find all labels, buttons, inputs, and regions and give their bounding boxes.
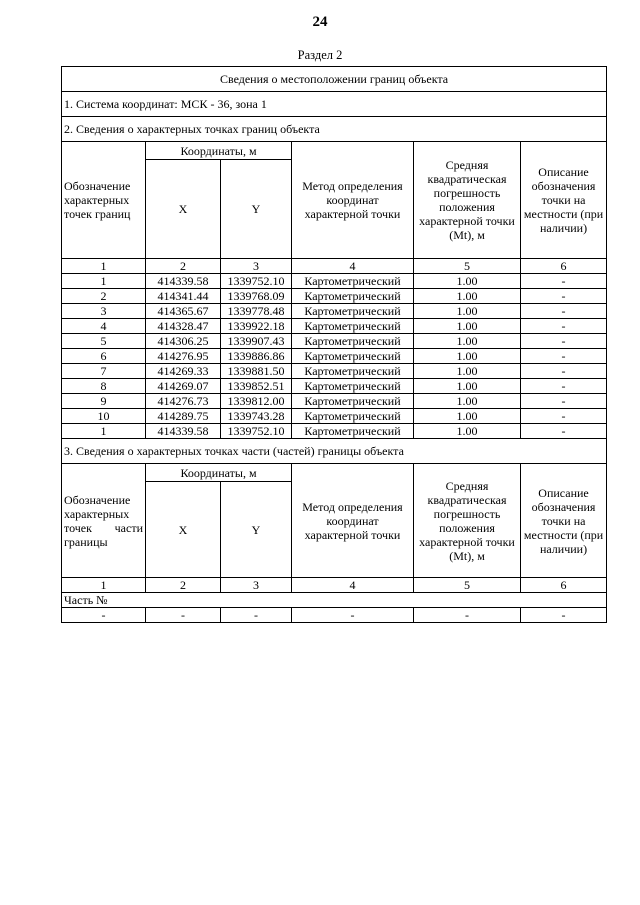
point-mt-cell: 1.00: [414, 289, 521, 304]
point-y-cell: 1339778.48: [221, 304, 292, 319]
column-number: 3: [221, 578, 292, 593]
point-x-cell: 414339.58: [146, 274, 221, 289]
parts-header-description: Описание обозначения точки на местности (при наличии): [521, 464, 607, 578]
part-empty-cell: -: [414, 608, 521, 623]
point-desc-cell: -: [521, 304, 607, 319]
header-accuracy: Средняя квадратическая погрешность положения характерной точки (Mt), м: [414, 142, 521, 259]
table-row: [62, 379, 607, 394]
point-y-cell: 1339907.43: [221, 334, 292, 349]
page-number: 24: [312, 14, 328, 30]
column-number: 4: [292, 259, 414, 274]
column-number: 4: [292, 578, 414, 593]
column-number: 5: [414, 578, 521, 593]
parts-header-point-designation: Обозначение характерных точек части границы: [62, 464, 146, 578]
parts-header-accuracy: Средняя квадратическая погрешность положения характерной точки (Mt), м: [414, 464, 521, 578]
table-title: Сведения о местоположении границ объекта: [62, 67, 607, 92]
point-method-cell: Картометрический: [292, 409, 414, 424]
point-y-cell: 1339881.50: [221, 364, 292, 379]
table-row: [62, 319, 607, 334]
table-row: [62, 364, 607, 379]
point-x-cell: 414341.44: [146, 289, 221, 304]
table-row: [62, 349, 607, 364]
header-point-designation: Обозначение характерных точек границ: [62, 142, 146, 259]
point-x-cell: 414276.95: [146, 349, 221, 364]
point-mt-cell: 1.00: [414, 304, 521, 319]
point-x-cell: 414365.67: [146, 304, 221, 319]
point-id-cell: 1: [62, 424, 146, 439]
point-y-cell: 1339752.10: [221, 274, 292, 289]
point-id-cell: 6: [62, 349, 146, 364]
point-method-cell: Картометрический: [292, 424, 414, 439]
point-x-cell: 414306.25: [146, 334, 221, 349]
section-label: Раздел 2: [297, 48, 343, 62]
point-mt-cell: 1.00: [414, 424, 521, 439]
parts-header-coordinates: Координаты, м: [146, 464, 292, 482]
point-desc-cell: -: [521, 364, 607, 379]
point-id-cell: 3: [62, 304, 146, 319]
parts-section-row: [62, 439, 607, 464]
column-number: 1: [62, 259, 146, 274]
points-section-title: 2. Сведения о характерных точках границ объекта: [62, 117, 607, 142]
table-row: [62, 289, 607, 304]
table-row: [62, 304, 607, 319]
column-number: 6: [521, 259, 607, 274]
point-mt-cell: 1.00: [414, 364, 521, 379]
table-row: [62, 334, 607, 349]
table-row: [62, 274, 607, 289]
point-x-cell: 414269.33: [146, 364, 221, 379]
parts-header-row: [62, 464, 607, 482]
point-id-cell: 7: [62, 364, 146, 379]
header-coordinates: Координаты, м: [146, 142, 292, 160]
point-mt-cell: 1.00: [414, 334, 521, 349]
table-row: [62, 409, 607, 424]
point-x-cell: 414328.47: [146, 319, 221, 334]
point-mt-cell: 1.00: [414, 409, 521, 424]
point-mt-cell: 1.00: [414, 394, 521, 409]
table-row: [62, 424, 607, 439]
point-mt-cell: 1.00: [414, 274, 521, 289]
coord-system: 1. Система координат: МСК - 36, зона 1: [62, 92, 607, 117]
point-method-cell: Картометрический: [292, 364, 414, 379]
table-row: [62, 608, 607, 623]
point-id-cell: 1: [62, 274, 146, 289]
point-mt-cell: 1.00: [414, 349, 521, 364]
point-x-cell: 414339.58: [146, 424, 221, 439]
point-method-cell: Картометрический: [292, 304, 414, 319]
point-id-cell: 4: [62, 319, 146, 334]
point-y-cell: 1339752.10: [221, 424, 292, 439]
point-y-cell: 1339768.09: [221, 289, 292, 304]
table-row: [62, 394, 607, 409]
point-method-cell: Картометрический: [292, 289, 414, 304]
column-number: 2: [146, 259, 221, 274]
header-description: Описание обозначения точки на местности (при наличии): [521, 142, 607, 259]
column-number: 6: [521, 578, 607, 593]
part-empty-cell: -: [146, 608, 221, 623]
point-y-cell: 1339852.51: [221, 379, 292, 394]
parts-column-numbers-row: [62, 578, 607, 593]
parts-header-y: Y: [221, 482, 292, 578]
parts-header-method: Метод определения координат характерной точки: [292, 464, 414, 578]
boundary-table: [61, 66, 607, 623]
point-method-cell: Картометрический: [292, 319, 414, 334]
column-number: 5: [414, 259, 521, 274]
point-desc-cell: -: [521, 394, 607, 409]
point-mt-cell: 1.00: [414, 319, 521, 334]
column-numbers-row: [62, 259, 607, 274]
point-x-cell: 414276.73: [146, 394, 221, 409]
point-desc-cell: -: [521, 334, 607, 349]
part-label: Часть №: [62, 593, 607, 608]
part-label-row: [62, 593, 607, 608]
point-x-cell: 414269.07: [146, 379, 221, 394]
point-id-cell: 9: [62, 394, 146, 409]
point-desc-cell: -: [521, 319, 607, 334]
point-desc-cell: -: [521, 424, 607, 439]
point-y-cell: 1339812.00: [221, 394, 292, 409]
point-y-cell: 1339743.28: [221, 409, 292, 424]
part-empty-cell: -: [521, 608, 607, 623]
point-method-cell: Картометрический: [292, 394, 414, 409]
point-id-cell: 8: [62, 379, 146, 394]
point-method-cell: Картометрический: [292, 349, 414, 364]
column-number: 2: [146, 578, 221, 593]
header-y: Y: [221, 160, 292, 259]
point-id-cell: 5: [62, 334, 146, 349]
column-number: 1: [62, 578, 146, 593]
point-id-cell: 10: [62, 409, 146, 424]
part-empty-cell: -: [62, 608, 146, 623]
point-desc-cell: -: [521, 289, 607, 304]
point-desc-cell: -: [521, 409, 607, 424]
point-desc-cell: -: [521, 274, 607, 289]
header-x: X: [146, 160, 221, 259]
point-y-cell: 1339886.86: [221, 349, 292, 364]
part-empty-cell: -: [221, 608, 292, 623]
point-method-cell: Картометрический: [292, 334, 414, 349]
point-id-cell: 2: [62, 289, 146, 304]
point-desc-cell: -: [521, 379, 607, 394]
column-number: 3: [221, 259, 292, 274]
point-x-cell: 414289.75: [146, 409, 221, 424]
point-method-cell: Картометрический: [292, 379, 414, 394]
header-method: Метод определения координат характерной точки: [292, 142, 414, 259]
point-mt-cell: 1.00: [414, 379, 521, 394]
parts-section-title: 3. Сведения о характерных точках части (частей) границы объекта: [62, 439, 607, 464]
part-empty-cell: -: [292, 608, 414, 623]
point-y-cell: 1339922.18: [221, 319, 292, 334]
parts-header-x: X: [146, 482, 221, 578]
point-method-cell: Картометрический: [292, 274, 414, 289]
point-desc-cell: -: [521, 349, 607, 364]
